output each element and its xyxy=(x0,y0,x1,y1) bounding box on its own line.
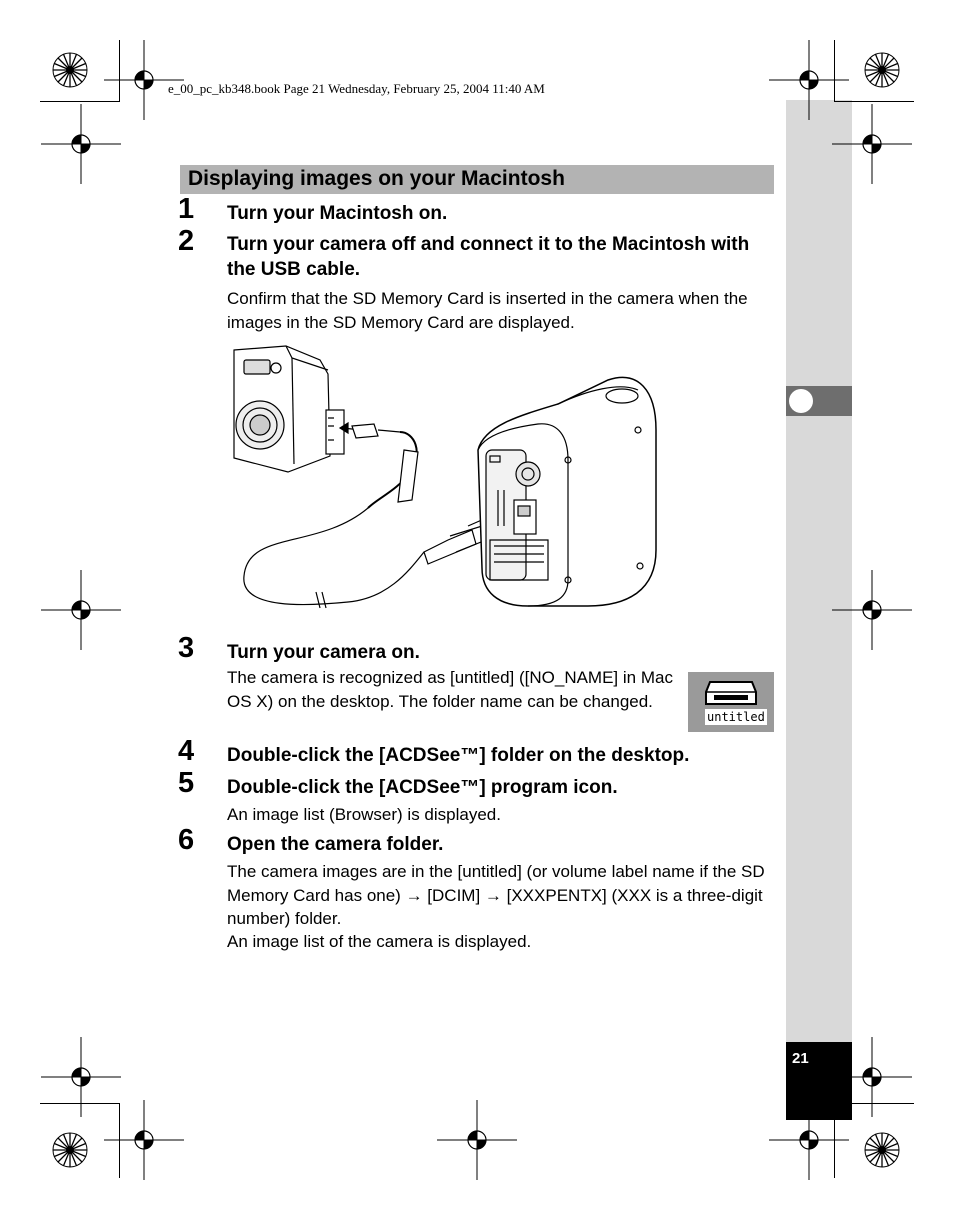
step-description: Confirm that the SD Memory Card is inserted in the camera when the images in the SD Memory Card are displayed. xyxy=(227,289,748,332)
disk-icon-label: untitled xyxy=(707,710,765,724)
page-number: 21 xyxy=(792,1050,809,1067)
step-description: The camera images are in the [untitled] (or volume label name if the SD Memory Card has one) → [DCIM] → [XXXPENTX] (XXX is a three-digit number) folder. xyxy=(227,862,765,928)
camera-mac-connection-illustration xyxy=(228,340,668,618)
step-title: Double-click the [ACDSee™] folder on the desktop. xyxy=(227,745,690,766)
step-number: 5 xyxy=(178,767,195,799)
file-header: e_00_pc_kb348.book Page 21 Wednesday, February 25, 2004 11:40 AM xyxy=(168,81,545,96)
step-title: Turn your camera on. xyxy=(227,642,420,663)
step-title: Open the camera folder. xyxy=(227,834,444,855)
step-number: 1 xyxy=(178,193,195,225)
step-number: 6 xyxy=(178,824,195,856)
step-description-result: An image list of the camera is displayed. xyxy=(227,932,532,951)
step-title: Turn your Macintosh on. xyxy=(227,203,448,224)
step-number: 3 xyxy=(178,632,195,664)
step-title: Double-click the [ACDSee™] program icon. xyxy=(227,777,618,798)
step-number: 4 xyxy=(178,735,195,767)
section-title: Displaying images on your Macintosh xyxy=(188,167,565,190)
step-title: Turn your camera off and connect it to the Macintosh with the USB cable. xyxy=(227,234,750,280)
disk-drive-icon xyxy=(704,678,758,708)
step-description: An image list (Browser) is displayed. xyxy=(227,805,501,824)
step-description: The camera is recognized as [untitled] ([NO_NAME] in Mac OS X) on the desktop. The folder name can be changed. xyxy=(227,668,673,711)
step-number: 2 xyxy=(178,225,195,257)
untitled-disk-icon xyxy=(688,672,774,732)
